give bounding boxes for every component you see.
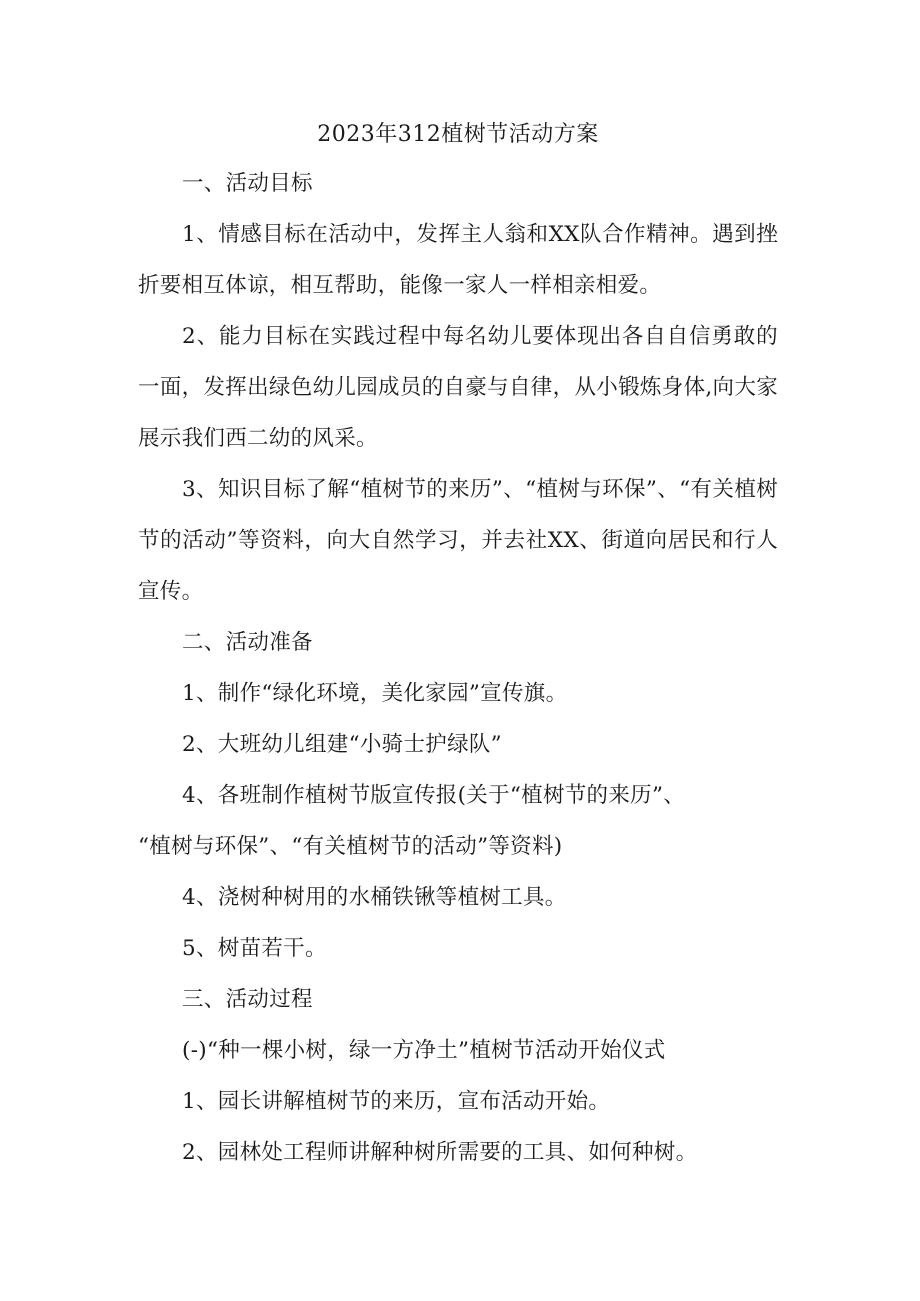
section-heading-goals: 一、活动目标: [182, 171, 313, 196]
paragraph-emotional-goal: 1、情感目标在活动中，发挥主人翁和XX队合作精神。遇到挫折要相互体谅，相互帮助，能像一家人一样相亲相爱。: [138, 222, 778, 298]
paragraph-prep-flags: 1、制作“绿化环境，美化家园”宣传旗。: [182, 681, 568, 706]
paragraph-prep-posters: 4、各班制作植树节版宣传报(关于“植树节的来历”、: [182, 783, 686, 808]
subsection-heading-opening: (-)“种一棵小树，绿一方净土”植树节活动开始仪式: [182, 1038, 666, 1063]
section-heading-process: 三、活动过程: [182, 987, 313, 1012]
paragraph-process-engineer: 2、园林处工程师讲解种树所需要的工具、如何种树。: [182, 1140, 698, 1165]
paragraph-ability-goal: 2、能力目标在实践过程中每名幼儿要体现出各自自信勇敢的一面，发挥出绿色幼儿园成员的自豪与自律，从小锻炼身体,向大家展示我们西二幼的风采。: [138, 324, 778, 451]
paragraph-knowledge-goal: 3、知识目标了解“植树节的来历”、“植树与环保”、“有关植树节的活动”等资料，向大自然学习，并去社XX、街道向居民和行人宣传。: [138, 477, 778, 604]
paragraph-prep-saplings: 5、树苗若干。: [182, 936, 327, 961]
paragraph-prep-tools: 4、浇树种树用的水桶铁锹等植树工具。: [182, 885, 567, 910]
section-heading-preparation: 二、活动准备: [182, 630, 313, 655]
document-title: 2023年312植树节活动方案: [317, 122, 599, 147]
paragraph-prep-team: 2、大班幼儿组建“小骑士护绿队”: [182, 732, 502, 757]
paragraph-process-principal: 1、园长讲解植树节的来历，宣布活动开始。: [182, 1089, 611, 1114]
paragraph-prep-posters-cont: “植树与环保”、“有关植树节的活动”等资料): [138, 834, 563, 859]
